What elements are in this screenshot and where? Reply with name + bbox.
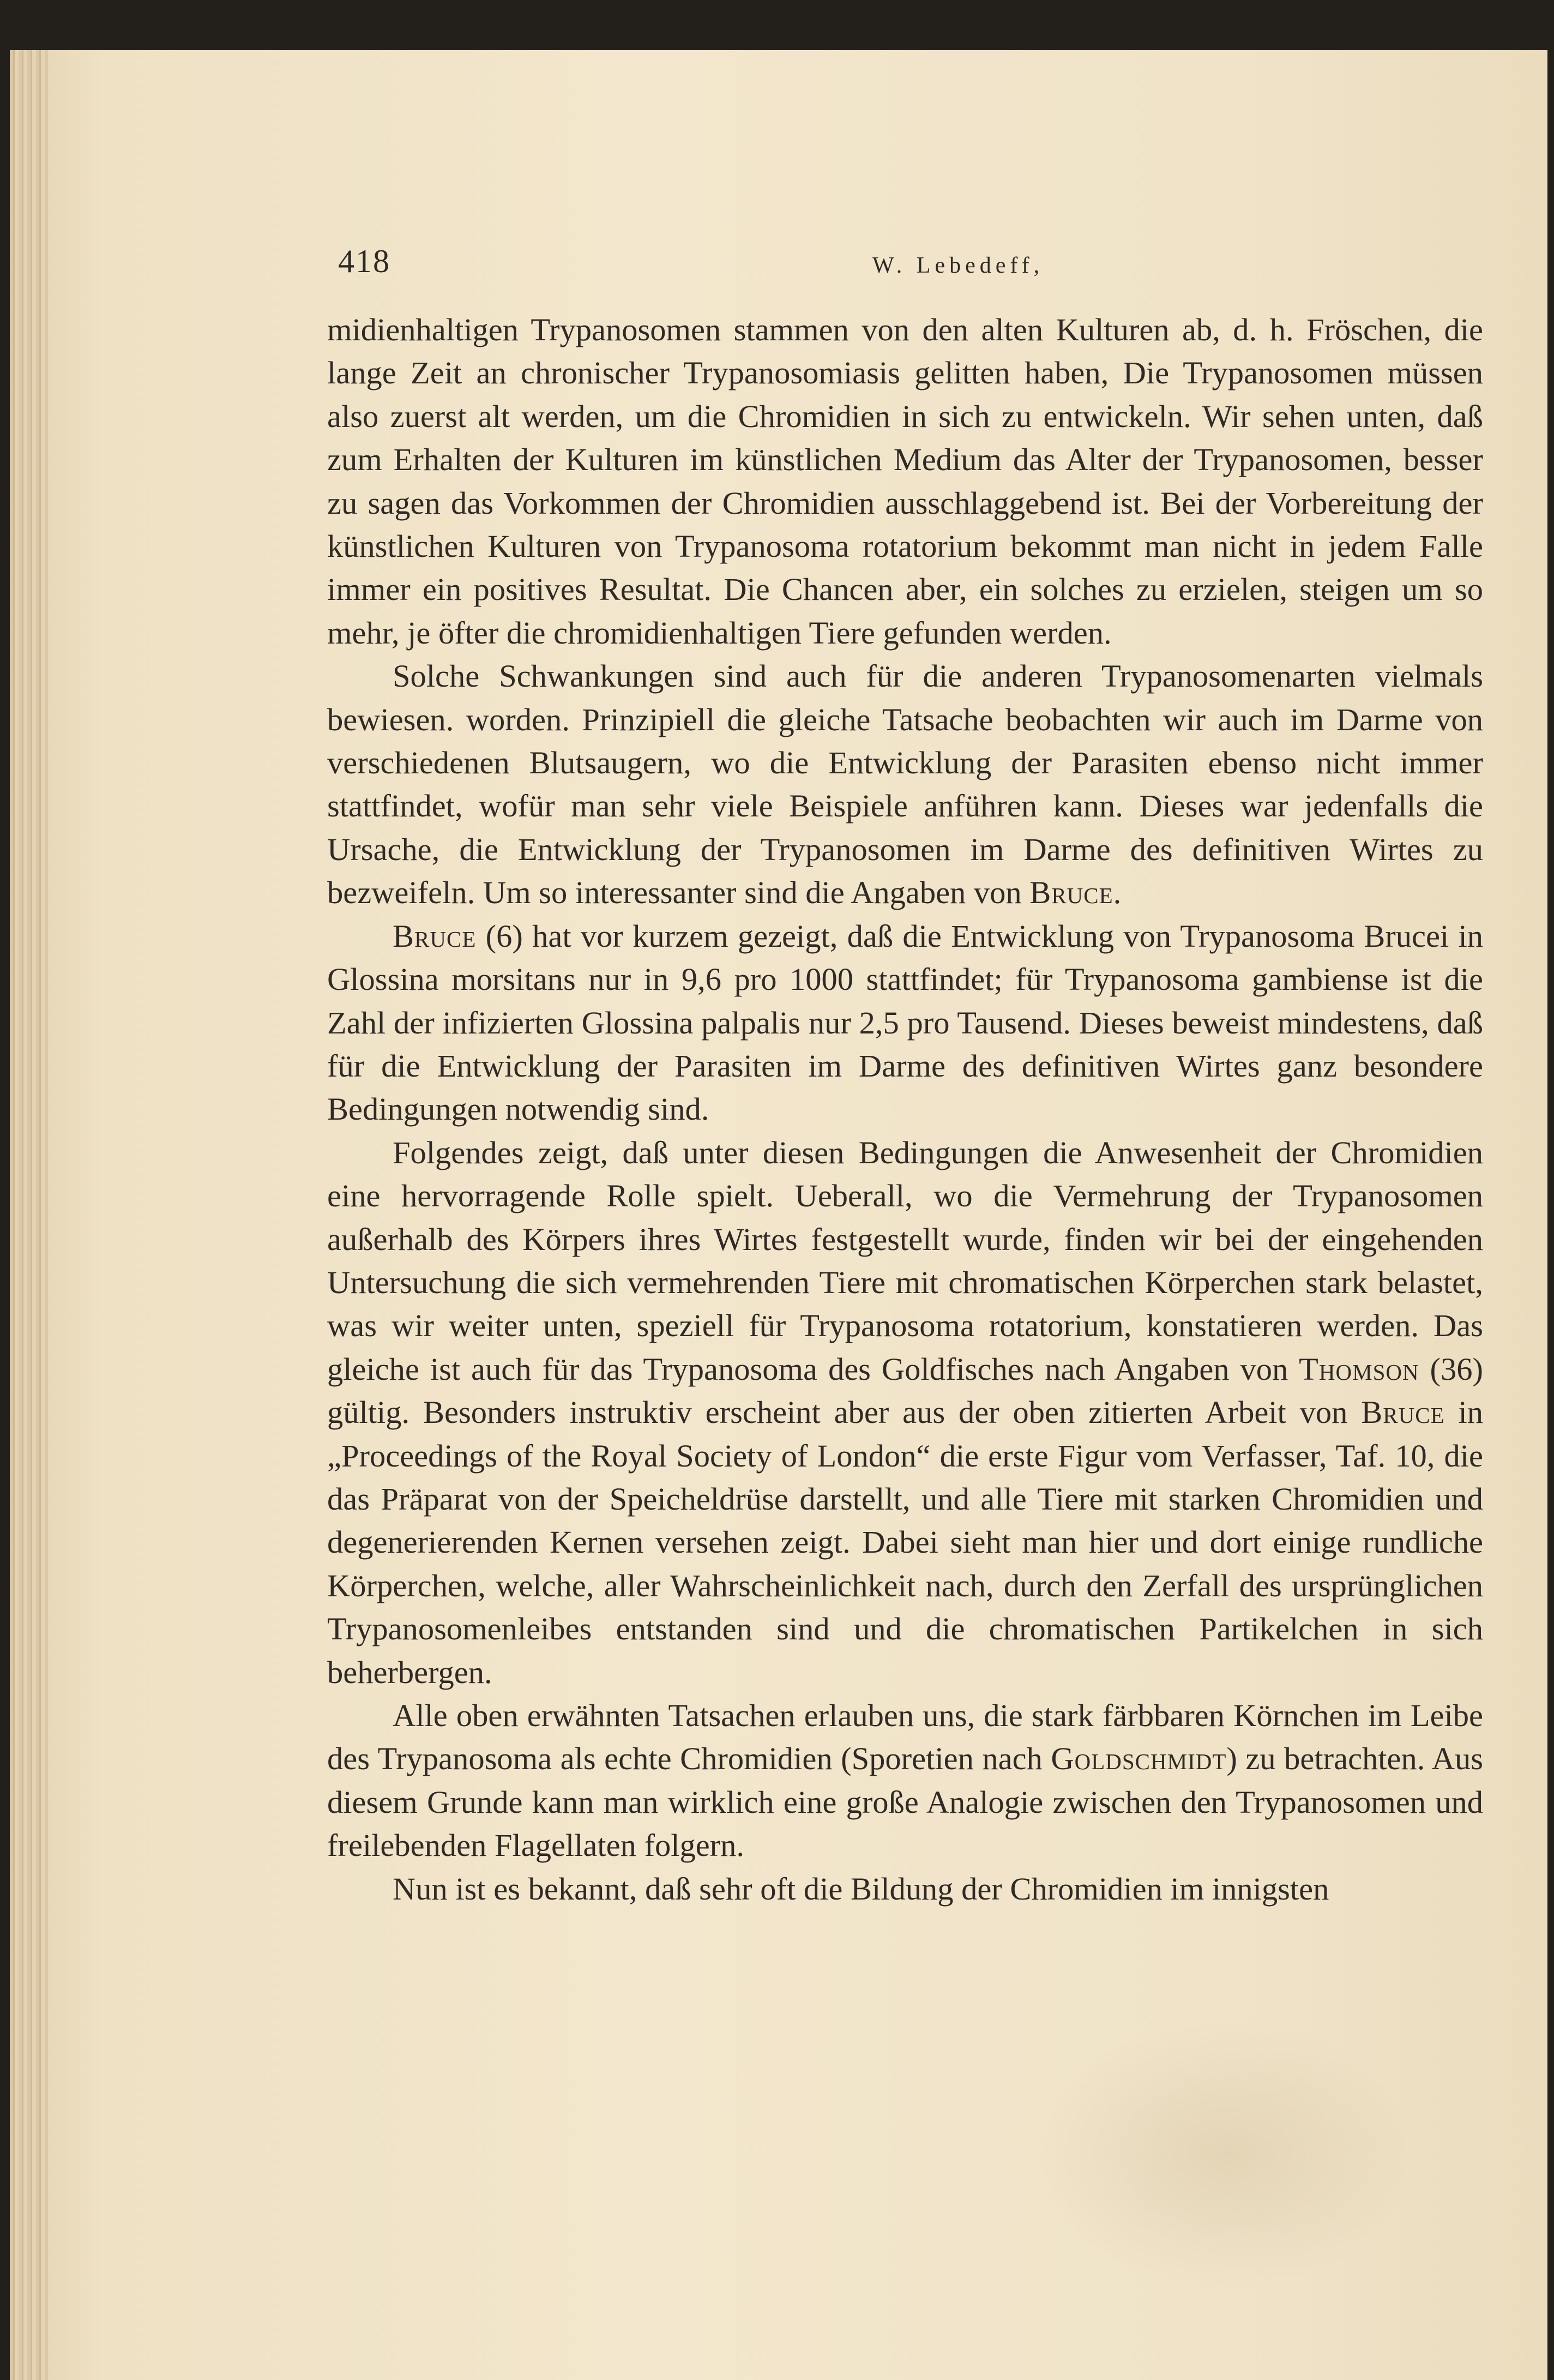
paragraph-4-text-c: in „Proceedings of the Royal Society of London“ die erste Figur vom Verfasser, Taf. 10, die das Präparat von der Speicheldrüse darstellt, und alle Tiere mit starken Chromidien und degenerierenden Kernen versehen zeigt. Dabei sieht man hier und dort einige rundliche Körperchen, welche, aller Wahrscheinlichkeit nach, durch den Zerfall des ursprünglichen Trypanosomenleibes entstanden sind und die chromatischen Partikelchen in sich beherbergen. (327, 1395, 1483, 1690)
paragraph-4-text-b: (36) gültig. Besonders instruktiv erscheint aber aus der oben zitierten Arbeit von (327, 1351, 1484, 1431)
paragraph-3 (327, 915, 1483, 1131)
page-stack-edge (10, 50, 48, 2380)
author-name-bruce: Bruce (1361, 1395, 1445, 1431)
paragraph-5-text-a: Alle oben erwähnten Tatsachen erlauben uns, die stark färbbaren Körnchen im Leibe des Trypanosoma als echte Chromidien (Sporetien nach (327, 1698, 1483, 1777)
author-name-bruce: Bruce (393, 918, 477, 954)
author-name-goldschmidt: Goldschmidt (1051, 1741, 1227, 1777)
page-number: 418 (338, 243, 390, 279)
paragraph-2 (327, 654, 1483, 914)
body-text (327, 308, 1483, 1910)
paragraph-3-text: (6) hat vor kurzem gezeigt, daß die Entwicklung von Trypanosoma Brucei in Glossina morsitans nur in 9,6 pro 1000 stattfindet; für Trypanosoma gambiense ist die Zahl der infizierten Glossina palpalis nur 2,5 pro Tausend. Dieses beweist mindestens, daß für die Entwicklung der Parasiten im Darme des definitiven Wirtes ganz besondere Bedingungen notwendig sind. (327, 918, 1483, 1127)
page-header (338, 243, 1483, 292)
paragraph-5-text-b: ) zu betrachten. Aus diesem Grunde kann man wirklich eine große Analogie zwischen den Trypanosomen und freilebenden Flagellaten folgern. (327, 1741, 1483, 1864)
paragraph-5 (327, 1694, 1483, 1867)
running-title: W. Lebedeff, (872, 253, 1044, 278)
paragraph-2-text: Solche Schwankungen sind auch für die anderen Trypanosomenarten vielmals bewiesen. worden. Prinzipiell die gleiche Tatsache beobachten wir auch im Darme von verschiedenen Blutsaugern, wo die Entwicklung der Parasiten ebenso nicht immer stattfindet, wofür man sehr viele Beispiele anführen kann. Dieses war jedenfalls die Ursache, die Entwicklung der Trypanosomen im Darme des definitiven Wirtes zu bezweifeln. Um so interessanter sind die Angaben von (327, 658, 1483, 911)
paragraph-6: Nun ist es bekannt, daß sehr oft die Bildung der Chromidien im innigsten (393, 1871, 1329, 1907)
author-name-bruce: Bruce (1029, 875, 1113, 911)
paragraph-4 (327, 1131, 1483, 1694)
paragraph-2-end: . (1113, 875, 1122, 911)
author-name-thomson: Thomson (1299, 1351, 1419, 1387)
paragraph-4-text-a: Folgendes zeigt, daß unter diesen Bedingungen die Anwesenheit der Chromidien eine hervorragende Rolle spielt. Ueberall, wo die Vermehrung der Trypanosomen außerhalb des Körpers ihres Wirtes festgestellt wurde, finden wir bei der eingehenden Untersuchung die sich vermehrenden Tiere mit chromatischen Körperchen stark belastet, was wir weiter unten, speziell für Trypanosoma rotatorium, konstatieren werden. Das gleiche ist auch für das Trypanosoma des Goldfisches nach Angaben von (327, 1134, 1483, 1387)
paper-stain (1036, 2018, 1418, 2291)
paragraph-1: midienhaltigen Trypanosomen stammen von den alten Kulturen ab, d. h. Fröschen, die lange Zeit an chronischer Trypanosomiasis gelitten haben, Die Trypanosomen müssen also zuerst alt werden, um die Chromidien in sich zu entwickeln. Wir sehen unten, daß zum Erhalten der Kulturen im künstlichen Medium das Alter der Trypanosomen, besser zu sagen das Vorkommen der Chromidien ausschlaggebend ist. Bei der Vorbereitung der künstlichen Kulturen von Trypanosoma rotatorium bekommt man nicht in jedem Falle immer ein positives Resultat. Die Chancen aber, ein solches zu erzielen, steigen um so mehr, je öfter die chromidienhaltigen Tiere gefunden werden. (327, 312, 1483, 651)
